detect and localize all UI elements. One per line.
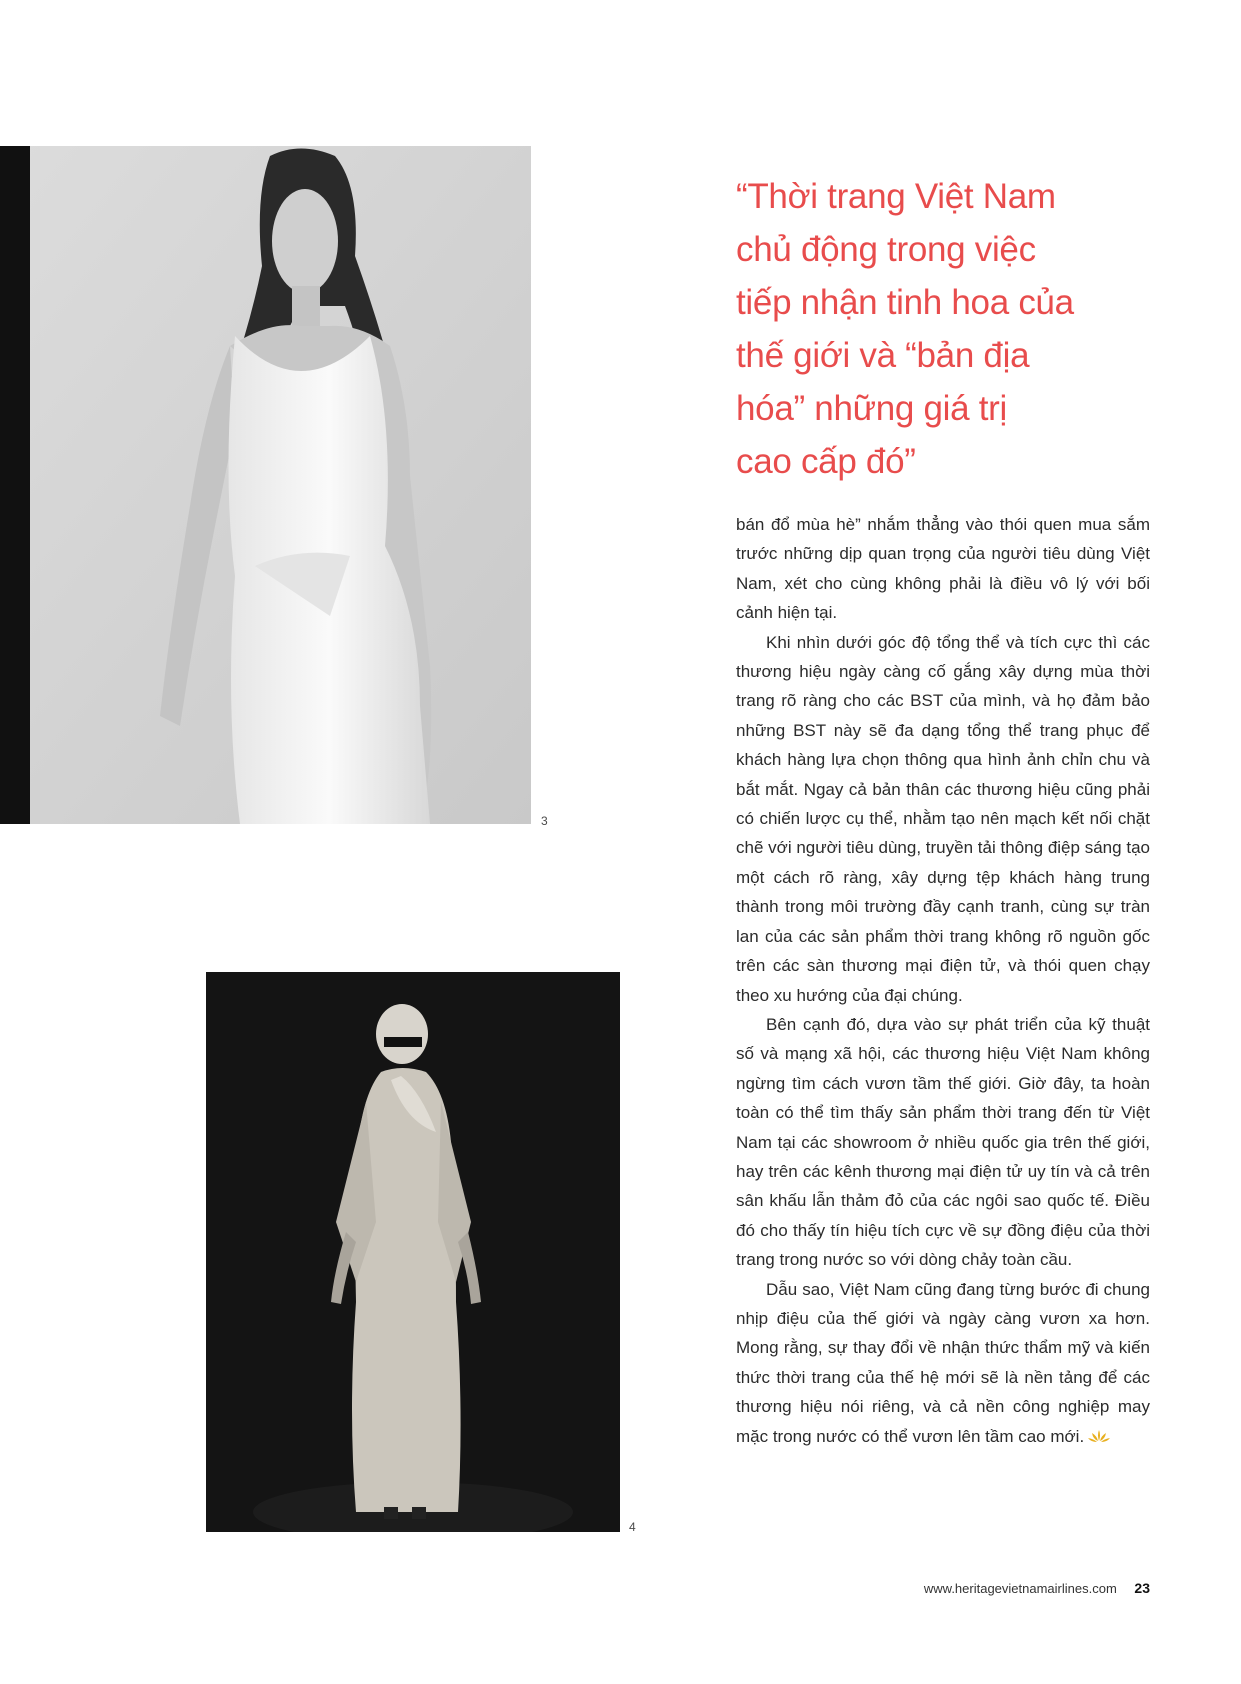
pull-quote-line: thế giới và “bản địa bbox=[736, 336, 1030, 375]
photo-model-white-gown bbox=[206, 972, 620, 1532]
website-url[interactable]: www.heritagevietnamairlines.com bbox=[923, 1581, 1117, 1596]
lotus-icon bbox=[1088, 1429, 1110, 1443]
body-paragraph-last bbox=[736, 1275, 1150, 1451]
photo-caption: 3 bbox=[541, 814, 548, 828]
body-paragraph: Bên cạnh đó, dựa vào sự phát triển của kỹ thuật số và mạng xã hội, các thương hiệu Việt Nam không ngừng tìm cách vươn tầm thế giới. Giờ đây, ta hoàn toàn có thể tìm thấy sản phẩm thời trang đến từ Việt Nam tại các showroom ở nhiều quốc gia trên thế giới, hay trên các kênh thương mại điện tử uy tín và cả trên sân khấu lẫn thảm đỏ của các ngôi sao quốc tế. Điều đó cho thấy tín hiệu tích cực về sự đồng điệu của thời trang trong nước so với dòng chảy toàn cầu. bbox=[736, 1014, 1150, 1270]
body-paragraph-text: Dẫu sao, Việt Nam cũng đang từng bước đi chung nhịp điệu của thế giới và ngày càng vươn xa hơn. Mong rằng, sự thay đổi về nhận thức thẩm mỹ và kiến thức thời trang của thế hệ mới sẽ là nền tảng để các thương hiệu nói riêng, và cả nền công nghiệp may mặc trong nước có thể vươn lên tầm cao mới. bbox=[736, 1279, 1150, 1446]
body-paragraph: bán đổ mùa hè” nhắm thẳng vào thói quen mua sắm trước những dịp quan trọng của người tiêu dùng Việt Nam, xét cho cùng không phải là điều vô lý với bối cảnh hiện tại. bbox=[736, 515, 1150, 623]
pull-quote bbox=[736, 170, 1156, 488]
photo-model-white-dress bbox=[0, 146, 531, 824]
pull-quote-line: cao cấp đó” bbox=[736, 442, 916, 481]
page-footer bbox=[924, 1580, 1150, 1596]
article-body bbox=[736, 510, 1150, 1451]
pull-quote-line: tiếp nhận tinh hoa của bbox=[736, 283, 1074, 322]
body-paragraph: Khi nhìn dưới góc độ tổng thể và tích cực thì các thương hiệu ngày càng cố gắng xây dựng mùa thời trang rõ ràng cho các BST của mình, và họ đảm bảo những BST này sẽ đa dạng tổng thể trang phục để khách hàng lựa chọn thông qua hình ảnh chỉn chu và bắt mắt. Ngay cả bản thân các thương hiệu cũng phải có chiến lược cụ thể, nhằm tạo nên mạch kết nối chặt chẽ với người tiêu dùng, truyền tải thông điệp sáng tạo một cách rõ ràng, xây dựng tệp khách hàng trung thành trong môi trường đầy cạnh tranh, cùng sự tràn lan của các sản phẩm thời trang không rõ nguồn gốc trên các sàn thương mại điện tử, và thói quen chạy theo xu hướng của đại chúng. bbox=[736, 632, 1150, 1005]
pull-quote-line: chủ động trong việc bbox=[736, 230, 1036, 269]
photo-caption: 4 bbox=[629, 1520, 636, 1534]
page-number: 23 bbox=[1134, 1580, 1150, 1596]
pull-quote-line: “Thời trang Việt Nam bbox=[736, 177, 1056, 216]
pull-quote-line: hóa” những giá trị bbox=[736, 389, 1007, 428]
